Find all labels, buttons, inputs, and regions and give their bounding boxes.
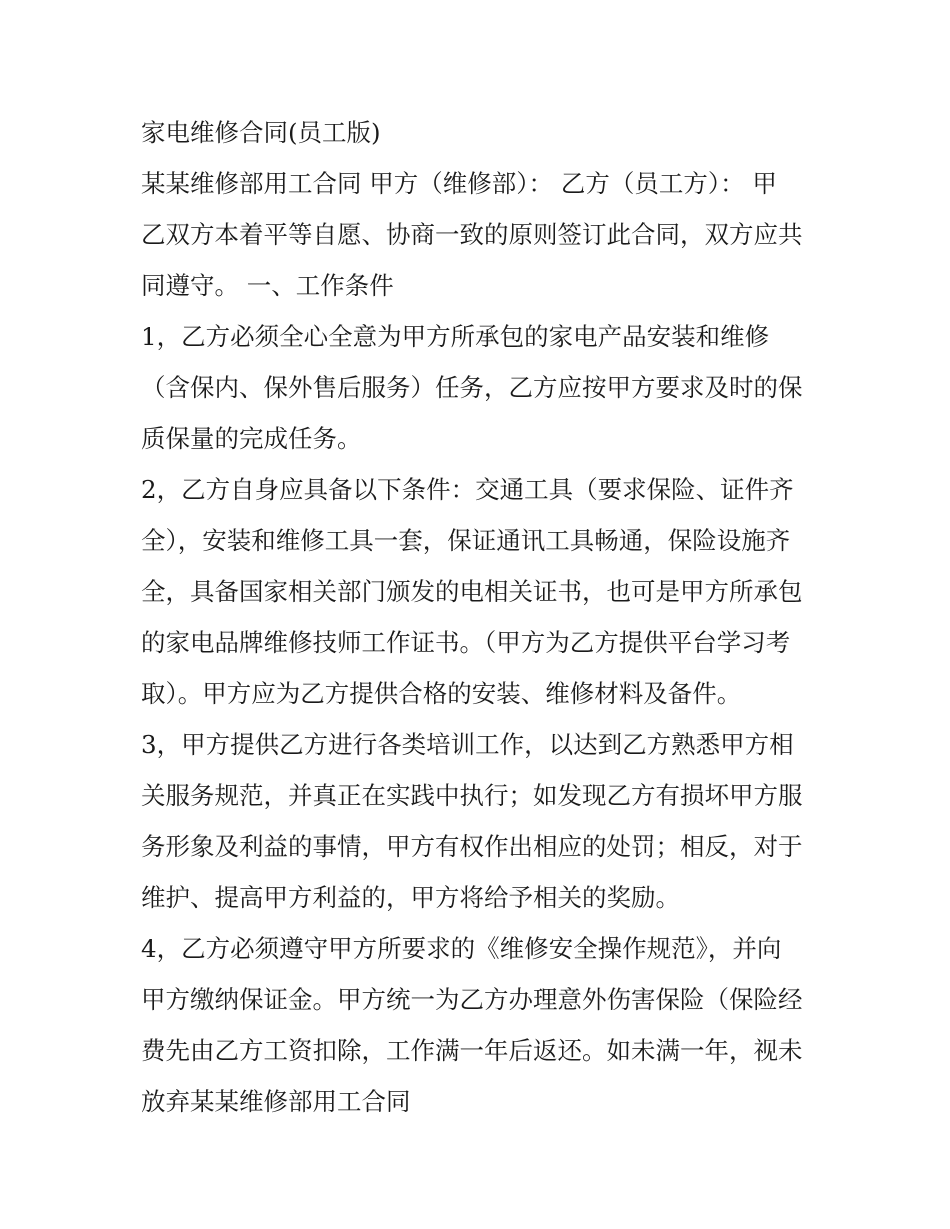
text-line: 务形象及利益的事情，甲方有权作出相应的处罚；相反，对于 [141,832,803,861]
text-line: 维护、提高甲方利益的，甲方将给予相关的奖励。 [141,883,680,912]
text-line: 费先由乙方工资扣除，工作满一年后返还。如未满一年，视未 [141,1036,803,1065]
text-line: 全，具备国家相关部门颁发的电相关证书，也可是甲方所承包 [141,577,803,606]
text-line: 放弃某某维修部用工合同 [141,1087,411,1116]
document-body [141,107,813,1127]
text-line: 质保量的完成任务。 [141,424,362,453]
text-line: 的家电品牌维修技师工作证书。（甲方为乙方提供平台学习考 [141,628,791,657]
text-line: 同遵守。 一、工作条件 [141,271,394,300]
text-line: 2，乙方自身应具备以下条件：交通工具（要求保险、证件齐 [141,475,794,504]
text-line: 1，乙方必须全心全意为甲方所承包的家电产品安装和维修 [141,322,770,351]
text-line: 3，甲方提供乙方进行各类培训工作，以达到乙方熟悉甲方相 [141,730,794,759]
text-line: 全），安装和维修工具一套，保证通讯工具畅通，保险设施齐 [141,526,791,555]
text-line: 甲方缴纳保证金。甲方统一为乙方办理意外伤害保险（保险经 [141,985,803,1014]
text-line: 乙双方本着平等自愿、协商一致的原则签订此合同，双方应共 [141,220,803,249]
document-title: 家电维修合同(员工版) [141,118,381,147]
text-line: 关服务规范，并真正在实践中执行；如发现乙方有损坏甲方服 [141,781,803,810]
text-line: 取）。甲方应为乙方提供合格的安装、维修材料及备件。 [141,679,742,708]
text-line: 4，乙方必须遵守甲方所要求的《维修安全操作规范》，并向 [141,934,782,963]
text-line: （含保内、保外售后服务）任务，乙方应按甲方要求及时的保 [141,373,803,402]
text-line: 某某维修部用工合同 甲方（维修部）： 乙方（员工方）： 甲 [141,169,777,198]
